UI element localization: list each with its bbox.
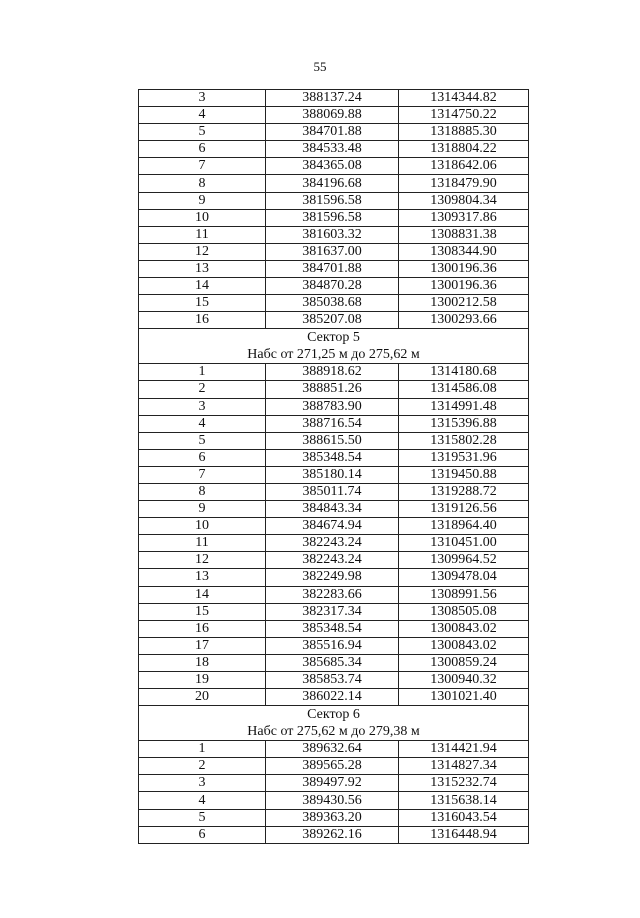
- x-coordinate-cell: 388069.88: [266, 107, 399, 124]
- y-coordinate-cell: 1318885.30: [399, 124, 529, 141]
- y-coordinate-cell: 1314586.08: [399, 381, 529, 398]
- y-coordinate-cell: 1310451.00: [399, 535, 529, 552]
- table-row: [139, 364, 529, 381]
- point-number-cell: 11: [139, 226, 266, 243]
- y-coordinate-cell: 1300843.02: [399, 620, 529, 637]
- point-number-cell: 5: [139, 124, 266, 141]
- point-number-cell: 4: [139, 792, 266, 809]
- point-number-cell: 13: [139, 260, 266, 277]
- point-number-cell: 16: [139, 312, 266, 329]
- x-coordinate-cell: 389497.92: [266, 775, 399, 792]
- point-number-cell: 18: [139, 654, 266, 671]
- table-row: [139, 620, 529, 637]
- point-number-cell: 14: [139, 278, 266, 295]
- y-coordinate-cell: 1300843.02: [399, 637, 529, 654]
- table-row: [139, 637, 529, 654]
- point-number-cell: 3: [139, 90, 266, 107]
- y-coordinate-cell: 1308991.56: [399, 586, 529, 603]
- x-coordinate-cell: 382249.98: [266, 569, 399, 586]
- sector-height-range: Набс от 271,25 м до 275,62 м: [247, 347, 420, 363]
- point-number-cell: 13: [139, 569, 266, 586]
- point-number-cell: 6: [139, 141, 266, 158]
- table-row: [139, 672, 529, 689]
- y-coordinate-cell: 1314421.94: [399, 741, 529, 758]
- table-row: [139, 398, 529, 415]
- y-coordinate-cell: 1300196.36: [399, 278, 529, 295]
- x-coordinate-cell: 385853.74: [266, 672, 399, 689]
- x-coordinate-cell: 384701.88: [266, 260, 399, 277]
- point-number-cell: 4: [139, 107, 266, 124]
- point-number-cell: 4: [139, 415, 266, 432]
- x-coordinate-cell: 389363.20: [266, 809, 399, 826]
- table-row: [139, 295, 529, 312]
- y-coordinate-cell: 1309478.04: [399, 569, 529, 586]
- sector-header: [139, 706, 529, 741]
- y-coordinate-cell: 1318642.06: [399, 158, 529, 175]
- x-coordinate-cell: 384196.68: [266, 175, 399, 192]
- y-coordinate-cell: 1300859.24: [399, 654, 529, 671]
- table-row: [139, 90, 529, 107]
- x-coordinate-cell: 389430.56: [266, 792, 399, 809]
- point-number-cell: 19: [139, 672, 266, 689]
- y-coordinate-cell: 1315638.14: [399, 792, 529, 809]
- x-coordinate-cell: 381596.58: [266, 209, 399, 226]
- x-coordinate-cell: 381603.32: [266, 226, 399, 243]
- table-row: [139, 432, 529, 449]
- table-row: [139, 124, 529, 141]
- y-coordinate-cell: 1308344.90: [399, 243, 529, 260]
- table-row: [139, 775, 529, 792]
- point-number-cell: 16: [139, 620, 266, 637]
- page-number: 55: [313, 59, 327, 74]
- x-coordinate-cell: 385685.34: [266, 654, 399, 671]
- x-coordinate-cell: 384365.08: [266, 158, 399, 175]
- table-row: [139, 226, 529, 243]
- table-row: [139, 260, 529, 277]
- point-number-cell: 10: [139, 209, 266, 226]
- x-coordinate-cell: 382243.24: [266, 535, 399, 552]
- point-number-cell: 9: [139, 501, 266, 518]
- point-number-cell: 12: [139, 552, 266, 569]
- sector-title: Сектор 6: [307, 707, 360, 723]
- sector-header-row: [139, 329, 529, 364]
- point-number-cell: 3: [139, 398, 266, 415]
- sector-height-range: Набс от 275,62 м до 279,38 м: [247, 724, 420, 740]
- x-coordinate-cell: 389262.16: [266, 826, 399, 843]
- table-row: [139, 501, 529, 518]
- y-coordinate-cell: 1314750.22: [399, 107, 529, 124]
- y-coordinate-cell: 1300212.58: [399, 295, 529, 312]
- point-number-cell: 1: [139, 741, 266, 758]
- table-row: [139, 278, 529, 295]
- point-number-cell: 12: [139, 243, 266, 260]
- x-coordinate-cell: 388783.90: [266, 398, 399, 415]
- table-row: [139, 758, 529, 775]
- x-coordinate-cell: 388851.26: [266, 381, 399, 398]
- point-number-cell: 3: [139, 775, 266, 792]
- table-row: [139, 107, 529, 124]
- point-number-cell: 2: [139, 758, 266, 775]
- point-number-cell: 14: [139, 586, 266, 603]
- x-coordinate-cell: 384533.48: [266, 141, 399, 158]
- point-number-cell: 20: [139, 689, 266, 706]
- point-number-cell: 7: [139, 466, 266, 483]
- x-coordinate-cell: 389632.64: [266, 741, 399, 758]
- point-number-cell: 8: [139, 175, 266, 192]
- table-row: [139, 552, 529, 569]
- x-coordinate-cell: 384674.94: [266, 518, 399, 535]
- y-coordinate-cell: 1315396.88: [399, 415, 529, 432]
- x-coordinate-cell: 385348.54: [266, 449, 399, 466]
- x-coordinate-cell: 385180.14: [266, 466, 399, 483]
- coordinates-table-body: [139, 90, 529, 844]
- table-row: [139, 141, 529, 158]
- x-coordinate-cell: 381637.00: [266, 243, 399, 260]
- table-row: [139, 175, 529, 192]
- y-coordinate-cell: 1314180.68: [399, 364, 529, 381]
- y-coordinate-cell: 1316043.54: [399, 809, 529, 826]
- y-coordinate-cell: 1308505.08: [399, 603, 529, 620]
- x-coordinate-cell: 385348.54: [266, 620, 399, 637]
- point-number-cell: 15: [139, 603, 266, 620]
- x-coordinate-cell: 385516.94: [266, 637, 399, 654]
- y-coordinate-cell: 1314991.48: [399, 398, 529, 415]
- y-coordinate-cell: 1309317.86: [399, 209, 529, 226]
- table-row: [139, 243, 529, 260]
- point-number-cell: 5: [139, 809, 266, 826]
- x-coordinate-cell: 382283.66: [266, 586, 399, 603]
- y-coordinate-cell: 1309964.52: [399, 552, 529, 569]
- point-number-cell: 1: [139, 364, 266, 381]
- sector-header: [139, 329, 529, 364]
- table-row: [139, 209, 529, 226]
- y-coordinate-cell: 1318479.90: [399, 175, 529, 192]
- table-row: [139, 689, 529, 706]
- point-number-cell: 10: [139, 518, 266, 535]
- table-row: [139, 603, 529, 620]
- table-row: [139, 449, 529, 466]
- table-row: [139, 809, 529, 826]
- table-row: [139, 535, 529, 552]
- table-row: [139, 192, 529, 209]
- table-row: [139, 741, 529, 758]
- table-row: [139, 158, 529, 175]
- coordinates-table: [138, 89, 529, 844]
- point-number-cell: 5: [139, 432, 266, 449]
- point-number-cell: 6: [139, 826, 266, 843]
- table-row: [139, 826, 529, 843]
- point-number-cell: 9: [139, 192, 266, 209]
- point-number-cell: 6: [139, 449, 266, 466]
- x-coordinate-cell: 384843.34: [266, 501, 399, 518]
- table-row: [139, 654, 529, 671]
- x-coordinate-cell: 388615.50: [266, 432, 399, 449]
- x-coordinate-cell: 388918.62: [266, 364, 399, 381]
- table-row: [139, 792, 529, 809]
- y-coordinate-cell: 1300940.32: [399, 672, 529, 689]
- point-number-cell: 8: [139, 483, 266, 500]
- x-coordinate-cell: 382317.34: [266, 603, 399, 620]
- y-coordinate-cell: 1319126.56: [399, 501, 529, 518]
- point-number-cell: 7: [139, 158, 266, 175]
- point-number-cell: 15: [139, 295, 266, 312]
- y-coordinate-cell: 1300293.66: [399, 312, 529, 329]
- table-row: [139, 381, 529, 398]
- x-coordinate-cell: 385038.68: [266, 295, 399, 312]
- sector-header-row: [139, 706, 529, 741]
- table-row: [139, 415, 529, 432]
- table-row: [139, 518, 529, 535]
- y-coordinate-cell: 1318804.22: [399, 141, 529, 158]
- sector-title: Сектор 5: [307, 330, 360, 346]
- x-coordinate-cell: 388137.24: [266, 90, 399, 107]
- point-number-cell: 2: [139, 381, 266, 398]
- x-coordinate-cell: 384870.28: [266, 278, 399, 295]
- x-coordinate-cell: 389565.28: [266, 758, 399, 775]
- x-coordinate-cell: 385207.08: [266, 312, 399, 329]
- y-coordinate-cell: 1315802.28: [399, 432, 529, 449]
- y-coordinate-cell: 1319288.72: [399, 483, 529, 500]
- point-number-cell: 17: [139, 637, 266, 654]
- y-coordinate-cell: 1319531.96: [399, 449, 529, 466]
- y-coordinate-cell: 1301021.40: [399, 689, 529, 706]
- y-coordinate-cell: 1315232.74: [399, 775, 529, 792]
- x-coordinate-cell: 384701.88: [266, 124, 399, 141]
- table-row: [139, 466, 529, 483]
- y-coordinate-cell: 1300196.36: [399, 260, 529, 277]
- x-coordinate-cell: 388716.54: [266, 415, 399, 432]
- y-coordinate-cell: 1319450.88: [399, 466, 529, 483]
- y-coordinate-cell: 1308831.38: [399, 226, 529, 243]
- y-coordinate-cell: 1316448.94: [399, 826, 529, 843]
- y-coordinate-cell: 1318964.40: [399, 518, 529, 535]
- point-number-cell: 11: [139, 535, 266, 552]
- x-coordinate-cell: 386022.14: [266, 689, 399, 706]
- x-coordinate-cell: 381596.58: [266, 192, 399, 209]
- x-coordinate-cell: 382243.24: [266, 552, 399, 569]
- table-row: [139, 586, 529, 603]
- y-coordinate-cell: 1314344.82: [399, 90, 529, 107]
- y-coordinate-cell: 1314827.34: [399, 758, 529, 775]
- table-row: [139, 569, 529, 586]
- y-coordinate-cell: 1309804.34: [399, 192, 529, 209]
- table-row: [139, 312, 529, 329]
- x-coordinate-cell: 385011.74: [266, 483, 399, 500]
- table-row: [139, 483, 529, 500]
